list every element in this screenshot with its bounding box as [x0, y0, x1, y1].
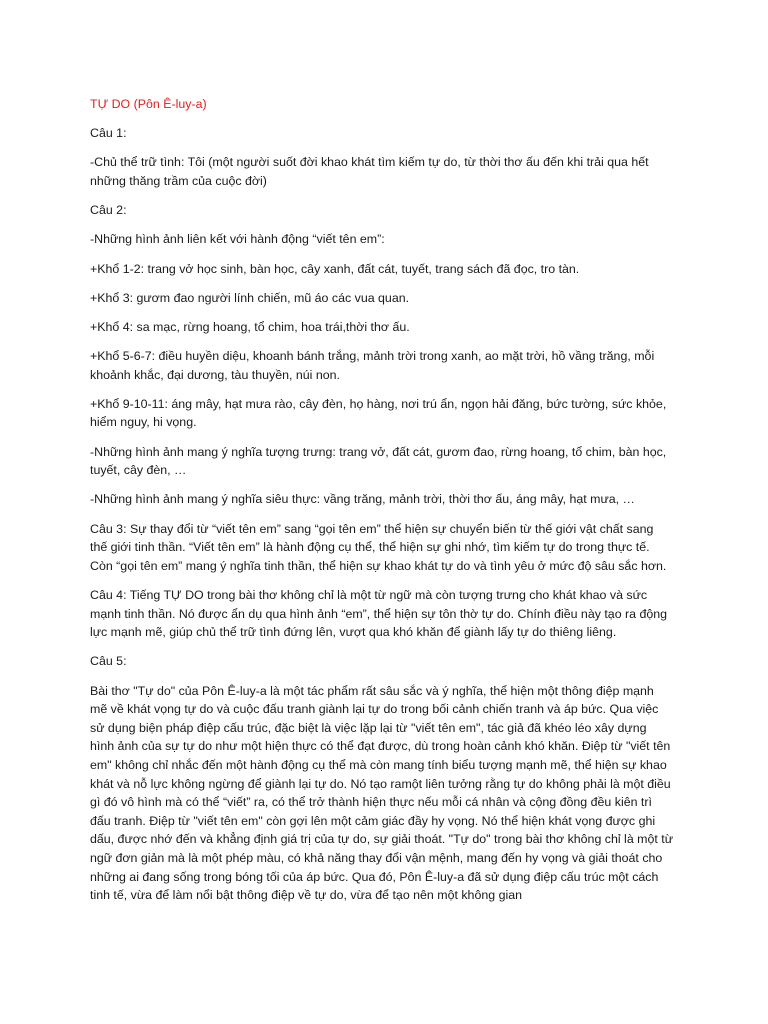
answer-5-essay: Bài thơ "Tự do" của Pôn Ê-luy-a là một tác phẩm rất sâu sắc và ý nghĩa, thể hiện một thông điệp mạnh mẽ về khát vọng tự do và cuộc đấu tranh giành lại tự do trong bối cảnh chiến tranh và áp bức. Qua việc sử dụng biện pháp điệp cấu trúc, đặc biệt là việc lặp lại từ "viết tên em", tác giả đã khéo léo xây dựng hình ảnh của sự tự do như một hiện thực có thể đạt được, dù trong hoàn cảnh khó khăn. Điệp từ "viết tên em" không chỉ nhắc đến một hành động cụ thể mà còn mang tính biểu tượng mạnh mẽ, thể hiện sự khao khát và nỗ lực không ngừng để giành lại tự do. Nó tạo ramột liên tưởng rằng tự do không phải là một điều gì đó vô hình mà có thể “viết” ra, có thể trở thành hiện thực nếu mỗi cá nhân và cộng đồng đều kiên trì đấu tranh. Điệp từ "viết tên em" còn gợi lên một cảm giác đầy hy vọng. Nó thể hiện khát vọng được ghi dấu, được nhớ đến và khẳng định giá trị của tự do, sự giải thoát. "Tự do" trong bài thơ không chỉ là một từ ngữ đơn giản mà là một phép màu, có khả năng thay đổi vận mệnh, mang đến hy vọng và giải thoát cho những ai đang sống trong bóng tối của áp bức. Qua đó, Pôn Ê-luy-a đã sử dụng điệp cấu trúc một cách tinh tế, vừa để làm nổi bật thông điệp về tự do, vừa để tạo nên một không gian — [90, 683, 673, 903]
answer-2-stanza-1-2: +Khổ 1-2: trang vở học sinh, bàn học, cây xanh, đất cát, tuyết, trang sách đã đọc, tro tàn. — [90, 261, 580, 276]
answer-4: Câu 4: Tiếng TỰ DO trong bài thơ không chỉ là một từ ngữ mà còn tượng trưng cho khát khao và sức mạnh tinh thần. Nó được ẩn dụ qua hình ảnh “em”, thể hiện sự tôn thờ tự do. Chính điều này tạo ra động lực mạnh mẽ, giúp chủ thể trữ tình đứng lên, vượt qua khó khăn để giành lấy tự do thiêng liêng. — [90, 588, 668, 640]
answer-2-intro: -Những hình ảnh liên kết với hành động “viết tên em”: — [90, 232, 385, 247]
answer-2-symbolic-images: -Những hình ảnh mang ý nghĩa tượng trưng: trang vở, đất cát, gươm đao, rừng hoang, tổ chim, bàn học, tuyết, cây đèn, … — [90, 444, 667, 478]
answer-3: Câu 3: Sự thay đổi từ “viết tên em” sang “gọi tên em” thể hiện sự chuyển biến từ thế giới vật chất sang thế giới tinh thần. “Viết tên em” là hành động cụ thể, thể hiện sự ghi nhớ, tìm kiếm tự do trong thực tế. Còn “gọi tên em” mang ý nghĩa tinh thần, thể hiện sự khao khát tự do và tình yêu ở mức độ sâu sắc hơn. — [90, 521, 667, 573]
answer-2-surreal-images: -Những hình ảnh mang ý nghĩa siêu thực: vầng trăng, mảnh trời, thời thơ ấu, áng mây, hạt mưa, … — [90, 492, 635, 507]
answer-2-stanza-4: +Khổ 4: sa mạc, rừng hoang, tổ chim, hoa trái,thời thơ ấu. — [90, 319, 410, 334]
answer-2-stanza-9-10-11: +Khổ 9-10-11: áng mây, hạt mưa rào, cây đèn, họ hàng, nơi trú ẩn, ngọn hải đăng, bức tường, sức khỏe, hiểm nguy, hi vọng. — [90, 396, 667, 430]
answer-2-stanza-3: +Khổ 3: gươm đao người lính chiến, mũ áo các vua quan. — [90, 290, 410, 305]
document-title: TỰ DO (Pôn Ê-luy-a) — [90, 97, 207, 111]
question-2-heading: Câu 2: — [90, 203, 127, 218]
question-1-heading: Câu 1: — [90, 126, 127, 141]
answer-2-stanza-5-6-7: +Khổ 5-6-7: điều huyền diệu, khoanh bánh trắng, mảnh trời trong xanh, ao mặt trời, hồ vầng trăng, mỗi khoảnh khắc, đại dương, tàu thuyền, núi non. — [90, 349, 655, 382]
question-5-heading: Câu 5: — [90, 654, 127, 669]
answer-1-subject: -Chủ thể trữ tình: Tôi (một người suốt đời khao khát tìm kiếm tự do, từ thời thơ ấu đến khi trải qua hết những thăng trầm của cuộc đời) — [90, 155, 649, 188]
document-page — [90, 95, 674, 915]
